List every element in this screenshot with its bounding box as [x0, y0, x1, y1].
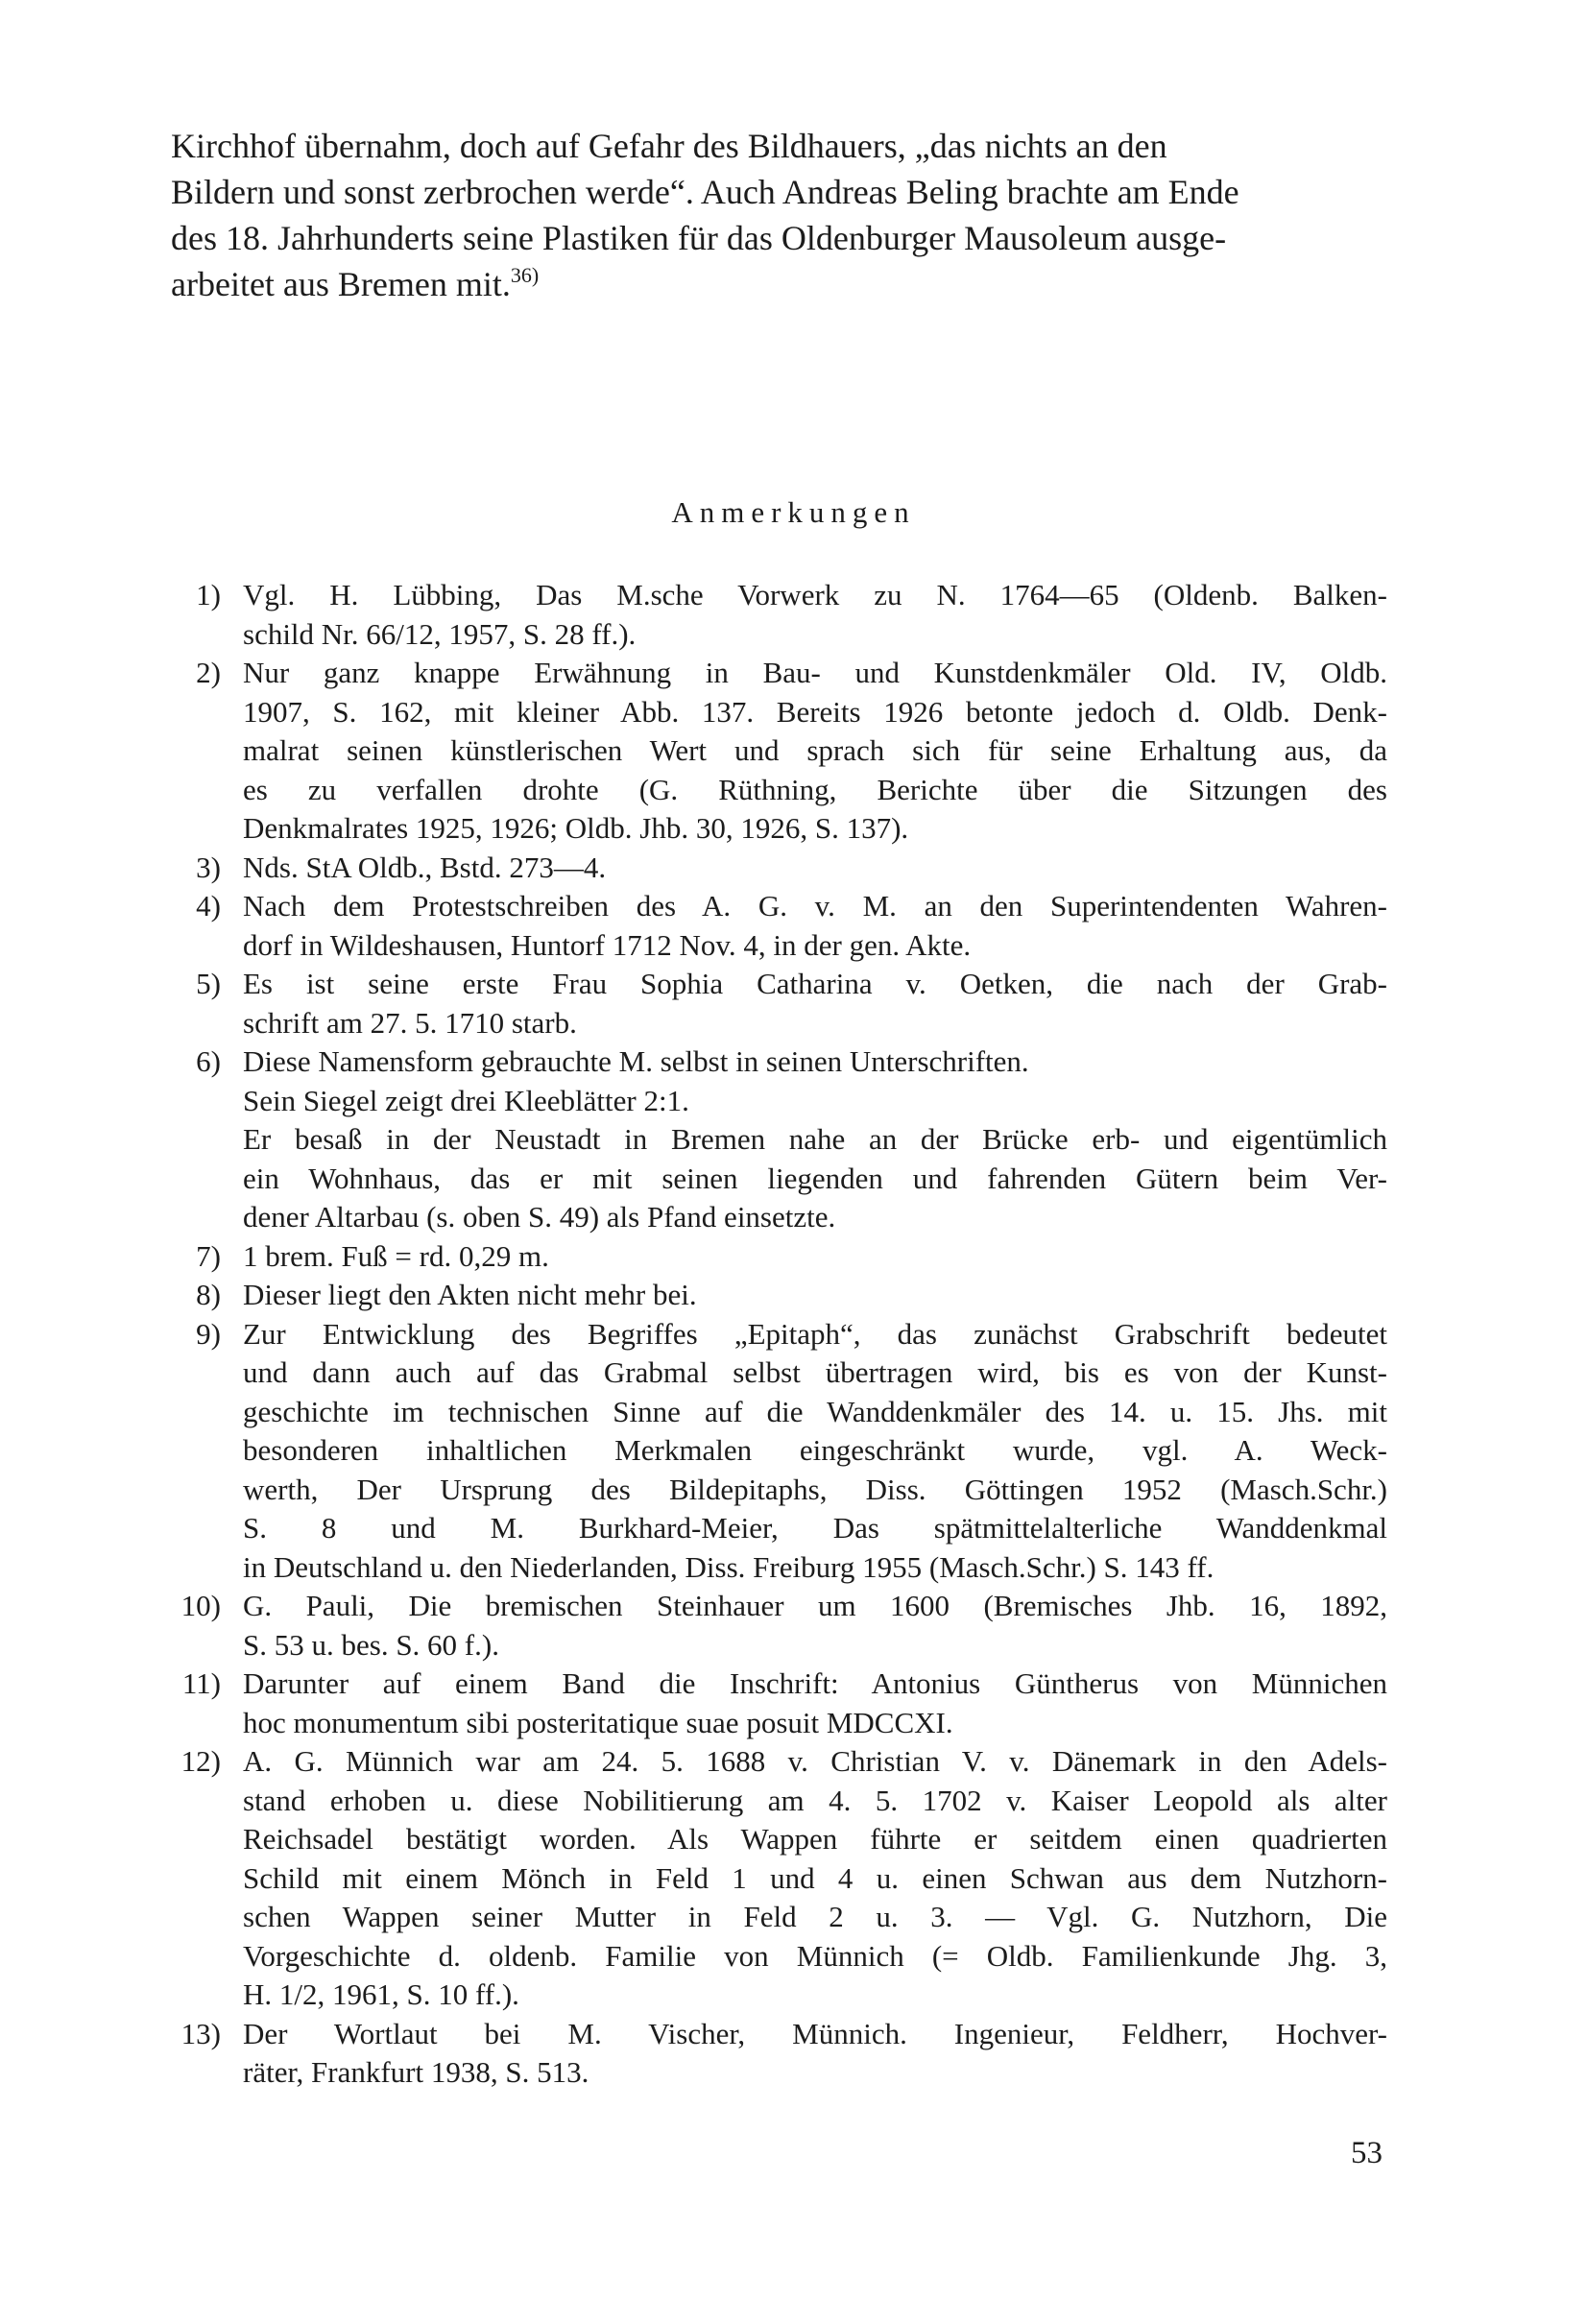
note-line: stand erhoben u. diese Nobilitierung am 4. 5. 1702 v. Kaiser Leopold als alter — [243, 1783, 1387, 1817]
body-paragraph — [171, 123, 1383, 307]
note-line: besonderen inhaltlichen Merkmalen eingeschränkt wurde, vgl. A. Weck- — [243, 1433, 1387, 1467]
note-line: Denkmalrates 1925, 1926; Oldb. Jhb. 30, 1926, S. 137). — [243, 811, 909, 845]
note-line: schrift am 27. 5. 1710 starb. — [243, 1005, 577, 1040]
note-number: 3) — [196, 850, 221, 884]
note-line: Reichsadel bestätigt worden. Als Wappen führte er seitdem einen quadrierten — [243, 1822, 1387, 1856]
note-line: dener Altarbau (s. oben S. 49) als Pfand einsetzte. — [243, 1200, 836, 1234]
note-line: Schild mit einem Mönch in Feld 1 und 4 u. einen Schwan aus dem Nutzhorn- — [243, 1860, 1387, 1895]
body-line: Kirchhof übernahm, doch auf Gefahr des Bildhauers, „das nichts an den — [171, 127, 1167, 165]
note-item — [154, 1042, 1387, 1237]
note-line: 1907, S. 162, mit kleiner Abb. 137. Bereits 1926 betonte jedoch d. Oldb. Denk- — [243, 694, 1387, 729]
note-line: werth, Der Ursprung des Bildepitaphs, Diss. Göttingen 1952 (Masch.Schr.) — [243, 1472, 1387, 1506]
note-number: 6) — [196, 1044, 221, 1078]
note-line: Darunter auf einem Band die Inschrift: Antonius Güntherus von Münnichen — [243, 1666, 1387, 1700]
note-line: geschichte im technischen Sinne auf die Wanddenkmäler des 14. u. 15. Jhs. mit — [243, 1394, 1387, 1428]
note-item — [154, 1237, 1387, 1277]
note-item — [154, 654, 1387, 849]
note-line: Dieser liegt den Akten nicht mehr bei. — [243, 1278, 697, 1311]
note-number: 4) — [196, 889, 221, 922]
note-line: Er besaß in der Neustadt in Bremen nahe an der Brücke erb- und eigentümlich — [243, 1122, 1387, 1156]
note-line: Vgl. H. Lübbing, Das M.sche Vorwerk zu N. 1764—65 (Oldenb. Balken- — [243, 578, 1387, 611]
note-line: Es ist seine erste Frau Sophia Catharina v. Oetken, die nach der Grab- — [243, 967, 1387, 1000]
note-line: malrat seinen künstlerischen Wert und sprach sich für seine Erhaltung aus, da — [243, 733, 1387, 767]
note-item — [154, 1742, 1387, 2015]
note-number: 11) — [181, 1666, 221, 1700]
note-item — [154, 1276, 1387, 1315]
note-line: und dann auch auf das Grabmal selbst übertragen wird, bis es von der Kunst- — [243, 1355, 1387, 1389]
note-line: Vorgeschichte d. oldenb. Familie von Münnich (= Oldb. Familienkunde Jhg. 3, — [243, 1938, 1387, 1973]
note-line: H. 1/2, 1961, S. 10 ff.). — [243, 1977, 519, 2011]
note-number: 2) — [196, 656, 221, 689]
page-number: 53 — [1351, 2136, 1383, 2170]
note-line: 1 brem. Fuß = rd. 0,29 m. — [243, 1238, 549, 1273]
note-item — [154, 849, 1387, 888]
note-line: Zur Entwicklung des Begriffes „Epitaph“, das zunächst Grabschrift bedeutet — [243, 1316, 1387, 1351]
body-line-text: arbeitet aus Bremen mit. — [171, 265, 511, 303]
note-line: S. 53 u. bes. S. 60 f.). — [243, 1627, 499, 1662]
note-line: räter, Frankfurt 1938, S. 513. — [243, 2055, 589, 2089]
note-item — [154, 887, 1387, 965]
note-line: in Deutschland u. den Niederlanden, Diss. Freiburg 1955 (Masch.Schr.) S. 143 ff. — [243, 1549, 1214, 1584]
note-number: 9) — [196, 1316, 221, 1351]
note-item — [154, 1665, 1387, 1742]
note-number: 5) — [196, 967, 221, 1000]
body-line — [171, 261, 1383, 307]
note-line: Sein Siegel zeigt drei Kleeblätter 2:1. — [243, 1083, 689, 1117]
note-number: 7) — [196, 1238, 221, 1273]
notes-heading: Anmerkungen — [671, 495, 916, 529]
note-number: 8) — [196, 1278, 221, 1311]
note-line: S. 8 und M. Burkhard-Meier, Das spätmittelalterliche Wanddenkmal — [243, 1511, 1387, 1545]
note-line: Nur ganz knappe Erwähnung in Bau- und Kunstdenkmäler Old. IV, Oldb. — [243, 656, 1387, 689]
note-item — [154, 1587, 1387, 1665]
note-line: A. G. Münnich war am 24. 5. 1688 v. Christian V. v. Dänemark in den Adels- — [243, 1744, 1387, 1778]
notes-list — [154, 576, 1387, 2093]
note-line: Diese Namensform gebrauchte M. selbst in seinen Unterschriften. — [243, 1044, 1029, 1078]
body-line: des 18. Jahrhunderts seine Plastiken für das Oldenburger Mausoleum ausge- — [171, 219, 1227, 257]
note-number: 1) — [196, 578, 221, 611]
note-item — [154, 1315, 1387, 1588]
note-number: 13) — [180, 2016, 221, 2050]
note-item — [154, 576, 1387, 654]
note-line: hoc monumentum sibi posteritatique suae posuit MDCCXI. — [243, 1705, 953, 1739]
note-line: Nach dem Protestschreiben des A. G. v. M. an den Superintendenten Wahren- — [243, 889, 1387, 922]
note-line: dorf in Wildeshausen, Huntorf 1712 Nov. 4, in der gen. Akte. — [243, 927, 972, 962]
note-number: 12) — [180, 1744, 221, 1778]
note-line: Der Wortlaut bei M. Vischer, Münnich. Ingenieur, Feldherr, Hochver- — [243, 2016, 1387, 2050]
note-line: schild Nr. 66/12, 1957, S. 28 ff.). — [243, 616, 637, 651]
note-line: es zu verfallen drohte (G. Rüthning, Berichte über die Sitzungen des — [243, 772, 1387, 806]
note-line: ein Wohnhaus, das er mit seinen liegenden und fahrenden Gütern beim Ver- — [243, 1161, 1387, 1195]
note-line: schen Wappen seiner Mutter in Feld 2 u. 3. — Vgl. G. Nutzhorn, Die — [243, 1900, 1387, 1933]
note-item — [154, 2015, 1387, 2093]
note-item — [154, 965, 1387, 1042]
note-number: 10) — [180, 1589, 221, 1622]
footnote-reference: 36) — [510, 263, 540, 287]
note-line: G. Pauli, Die bremischen Steinhauer um 1600 (Bremisches Jhb. 16, 1892, — [243, 1589, 1387, 1622]
note-line: Nds. StA Oldb., Bstd. 273—4. — [243, 850, 607, 884]
body-line: Bildern und sonst zerbrochen werde“. Auch Andreas Beling brachte am Ende — [171, 173, 1239, 211]
